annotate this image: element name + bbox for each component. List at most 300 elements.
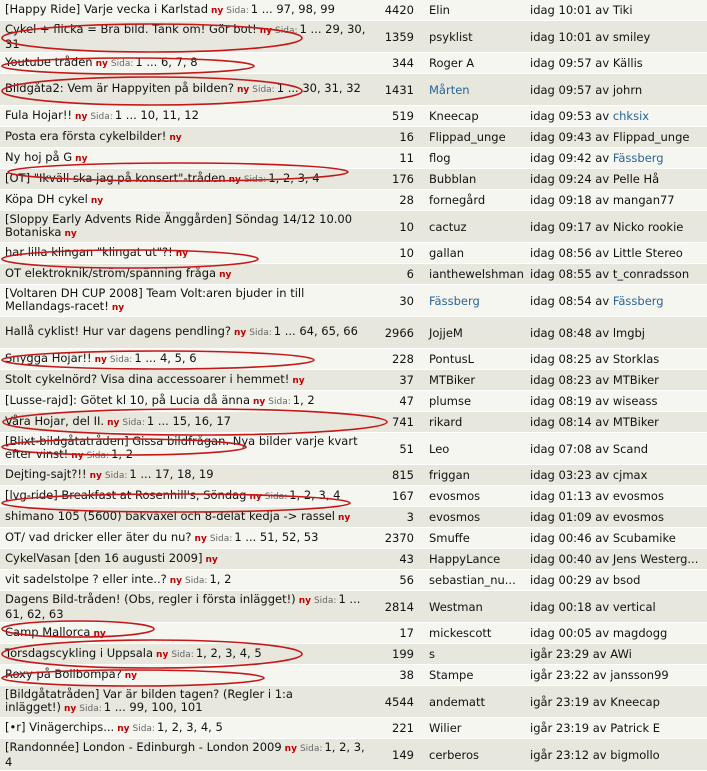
replies-count: 47 [370, 391, 424, 412]
new-badge: ny [107, 417, 120, 428]
last-post-cell [525, 148, 707, 169]
topic-cell [0, 285, 370, 317]
last-post-author-link[interactable]: Storklas [612, 352, 660, 366]
last-post-author-link[interactable]: Källis [612, 56, 643, 70]
table-row [0, 53, 707, 74]
last-post-time: igår 23:19 av [530, 721, 607, 735]
last-post-author-link[interactable]: Kneecap [610, 694, 660, 709]
last-post-cell [525, 349, 707, 370]
page-links[interactable]: 1 ... 17, 18, 19 [129, 466, 214, 481]
pages-label: Sida: [252, 85, 275, 95]
pages-label: Sida: [313, 595, 337, 606]
new-badge: ny [253, 396, 266, 407]
topic-title-link[interactable]: Fula Hojar!! [5, 107, 73, 122]
author-link[interactable]: gallan [429, 246, 465, 260]
last-post-author-link[interactable]: smiley [612, 29, 651, 44]
topic-cell [0, 74, 370, 106]
author-link[interactable]: sebastian_nu... [429, 573, 516, 587]
author-link[interactable]: JojjeM [429, 325, 463, 340]
topic-title-link[interactable]: [Lusse-rajd]: Götet kl 10, på Lucia då änna [5, 392, 251, 407]
last-post-cell [525, 391, 707, 412]
last-post-cell [525, 211, 707, 243]
table-row [0, 0, 707, 21]
last-post-time: idag 01:13 av [530, 489, 610, 503]
topic-cell [0, 21, 370, 53]
page-links[interactable]: 1 ... 6, 7, 8 [135, 54, 198, 69]
page-links[interactable]: 1 ... 15, 16, 17 [146, 413, 231, 428]
author-cell [424, 169, 525, 190]
table-row [0, 623, 707, 644]
topic-title-link[interactable]: shimano 105 (5600) bakväxel och 8-delat kedja -> rassel [5, 508, 335, 523]
topic-title-link[interactable]: Dagens Bild-tråden! (Obs, regler i första inlägget!) [5, 591, 296, 606]
last-post-time: idag 09:43 av [530, 130, 610, 144]
author-cell [424, 148, 525, 169]
new-badge: ny [292, 375, 305, 386]
topic-title-link[interactable]: har lilla klingan "klingat ut"?! [5, 244, 173, 259]
last-post-author-link[interactable]: Scand [612, 441, 649, 456]
last-post-author-link[interactable]: Flippad_unge [612, 130, 690, 144]
new-badge: ny [219, 269, 232, 280]
last-post-time: idag 09:18 av [530, 193, 610, 207]
topic-title-link[interactable]: Köpa DH cykel [5, 191, 88, 206]
last-post-cell [525, 644, 707, 665]
author-link[interactable]: Bubblan [429, 172, 477, 186]
last-post-time: igår 23:22 av [530, 668, 607, 682]
last-post-cell [525, 739, 707, 771]
page-links[interactable]: 1, 2 [292, 392, 315, 407]
topic-cell [0, 549, 370, 570]
author-cell [424, 106, 525, 127]
topic-cell [0, 412, 370, 433]
pages-label: Sida: [249, 328, 272, 338]
page-links[interactable]: 1, 2, 3, 4, 5 [156, 719, 223, 734]
page-links[interactable]: 1, 2, 3, 4 [289, 487, 341, 502]
topic-title-link[interactable]: Våra Hojar, del II. [5, 413, 105, 428]
author-link[interactable]: HappyLance [429, 552, 501, 566]
page-links[interactable]: 1 ... 10, 11, 12 [114, 107, 199, 122]
author-link[interactable]: plumse [429, 394, 472, 408]
pages-label: Sida: [90, 111, 113, 122]
table-row [0, 507, 707, 528]
topic-title-link[interactable]: [Randonnée] London - Edinburgh - London 2009 [5, 739, 282, 754]
topic-cell [0, 370, 370, 391]
last-post-author-link[interactable]: johrn [612, 82, 643, 97]
topic-cell [0, 570, 370, 591]
page-links[interactable]: 1 ... 30, 31, 32 [276, 81, 361, 95]
last-post-cell [525, 465, 707, 486]
author-link[interactable]: evosmos [429, 510, 481, 524]
new-badge: ny [90, 195, 104, 206]
last-post-time: idag 08:14 av [530, 415, 610, 429]
table-row [0, 412, 707, 433]
topic-cell [0, 349, 370, 370]
new-badge: ny [95, 58, 108, 69]
last-post-author-link[interactable]: MTBiker [612, 373, 659, 387]
pages-label: Sida: [171, 649, 194, 660]
author-link[interactable]: Kneecap [429, 109, 479, 123]
author-link[interactable]: Smuffe [429, 531, 470, 545]
topic-cell [0, 739, 370, 771]
author-link[interactable]: Stampe [429, 668, 474, 682]
last-post-cell [525, 623, 707, 644]
last-post-time: idag 01:09 av [530, 510, 610, 524]
table-row [0, 285, 707, 317]
topic-title-link[interactable]: OT/ vad dricker eller äter du nu? [5, 529, 192, 544]
table-row [0, 486, 707, 507]
last-post-cell [525, 665, 707, 686]
last-post-author-link[interactable]: cjmax [612, 468, 648, 482]
last-post-time: idag 09:17 av [530, 219, 610, 234]
topic-cell [0, 686, 370, 718]
topic-title-link[interactable]: Snygga Hojar!! [5, 350, 92, 365]
table-row [0, 665, 707, 686]
replies-count: 43 [370, 549, 424, 570]
topic-title-link[interactable]: CykelVasan [den 16 augusti 2009] [5, 550, 203, 565]
last-post-cell [525, 169, 707, 190]
topic-title-link[interactable]: [•r] Vinägerchips... [5, 719, 115, 734]
new-badge: ny [156, 649, 169, 660]
last-post-time: idag 00:29 av [530, 573, 610, 587]
replies-count: 4544 [370, 686, 424, 718]
last-post-time: igår 23:19 av [530, 694, 607, 709]
last-post-cell [525, 486, 707, 507]
replies-count: 6 [370, 264, 424, 285]
last-post-time: idag 08:23 av [530, 373, 610, 387]
pages-label: Sida: [86, 450, 110, 461]
last-post-author-link[interactable]: Scubamike [612, 531, 676, 545]
author-link[interactable]: mickescott [429, 626, 492, 640]
last-post-time: idag 08:48 av [530, 325, 610, 340]
last-post-time: idag 08:54 av [530, 293, 610, 308]
pages-label: Sida: [268, 396, 291, 407]
last-post-time: idag 03:23 av [530, 468, 610, 482]
author-link[interactable]: andematt [429, 694, 485, 709]
topic-title-link[interactable]: Stolt cykelnörd? Visa dina accessoarer i hemmet! [5, 371, 290, 386]
last-post-author-link[interactable]: evosmos [612, 510, 664, 524]
topic-title-link[interactable]: Dejting-sajt?!! [5, 466, 87, 481]
author-link[interactable]: Fässberg [429, 293, 480, 308]
table-row [0, 211, 707, 243]
new-badge: ny [205, 554, 218, 565]
page-links[interactable]: 1 ... 29, 30, 31 [5, 21, 366, 51]
author-cell [424, 549, 525, 570]
pages-label: Sida: [243, 174, 267, 185]
page-links[interactable]: 1 ... 64, 65, 66 [273, 324, 358, 338]
table-row [0, 433, 707, 465]
replies-count: 38 [370, 665, 424, 686]
last-post-author-link[interactable]: Jens Westerg... [612, 552, 699, 566]
last-post-cell [525, 190, 707, 211]
author-cell [424, 433, 525, 465]
replies-count: 1359 [370, 21, 424, 53]
new-badge: ny [94, 354, 107, 365]
topic-title-link[interactable]: Ny hoj på G [5, 149, 73, 164]
table-row [0, 570, 707, 591]
page-links[interactable]: 1 ... 61, 62, 63 [5, 591, 361, 621]
last-post-cell [525, 528, 707, 549]
topic-title-link[interactable]: [Happy Ride] Varje vecka i Karlstad [5, 1, 208, 16]
author-link[interactable]: PontusL [429, 352, 475, 366]
new-badge: ny [228, 174, 241, 185]
new-badge: ny [259, 25, 273, 36]
topic-title-link[interactable]: Camp Mallorca [5, 624, 91, 639]
author-cell [424, 570, 525, 591]
last-post-time: idag 08:19 av [530, 394, 610, 408]
pages-label: Sida: [275, 25, 298, 36]
table-row [0, 528, 707, 549]
author-cell [424, 391, 525, 412]
last-post-cell [525, 591, 707, 623]
last-post-time: idag 00:40 av [530, 552, 610, 566]
author-link[interactable]: evosmos [429, 489, 481, 503]
topic-cell [0, 169, 370, 190]
last-post-author-link[interactable]: MTBiker [612, 415, 659, 429]
table-row [0, 317, 707, 349]
author-link[interactable]: Wilier [429, 721, 462, 735]
replies-count: 30 [370, 285, 424, 317]
author-cell [424, 21, 525, 53]
topic-title-link[interactable]: [Bildgåtatråden] Var är bilden tagen? (Regler i 1:a inlägget!) [5, 686, 293, 714]
replies-count: 11 [370, 148, 424, 169]
pages-label: Sida: [226, 5, 249, 16]
author-cell [424, 665, 525, 686]
author-link[interactable]: Roger A [429, 56, 475, 70]
new-badge: ny [169, 575, 182, 586]
replies-count: 10 [370, 211, 424, 243]
pages-label: Sida: [299, 743, 323, 754]
page-links[interactable]: 1, 2, 3, 4 [5, 739, 365, 769]
replies-count: 344 [370, 53, 424, 74]
table-row [0, 74, 707, 106]
author-link[interactable]: fornegård [429, 193, 486, 207]
replies-count: 16 [370, 127, 424, 148]
replies-count: 2814 [370, 591, 424, 623]
last-post-author-link[interactable]: magdogg [612, 626, 668, 640]
page-links[interactable]: 1 ... 51, 52, 53 [234, 529, 319, 544]
new-badge: ny [298, 595, 311, 606]
topic-cell [0, 190, 370, 211]
table-row [0, 106, 707, 127]
author-cell [424, 718, 525, 739]
replies-count: 167 [370, 486, 424, 507]
author-link[interactable]: friggan [429, 468, 470, 482]
author-cell [424, 465, 525, 486]
page-links[interactable]: 1 ... 99, 100, 101 [103, 699, 203, 714]
last-post-author-link[interactable]: vertical [612, 599, 656, 614]
author-link[interactable]: Flippad_unge [429, 130, 506, 144]
author-cell [424, 486, 525, 507]
author-link[interactable]: Leo [429, 441, 450, 456]
last-post-author-link[interactable]: lmgbj [612, 325, 646, 340]
author-cell [424, 285, 525, 317]
last-post-cell [525, 433, 707, 465]
last-post-time: idag 08:56 av [530, 246, 610, 260]
replies-count: 228 [370, 349, 424, 370]
author-link[interactable]: MTBiker [429, 373, 476, 387]
topic-title-link[interactable]: [OT] "Ikväll ska jag på konsert"-tråden [5, 170, 226, 185]
author-cell [424, 412, 525, 433]
replies-count: 56 [370, 570, 424, 591]
author-cell [424, 0, 525, 21]
table-row [0, 349, 707, 370]
pages-label: Sida: [184, 575, 208, 586]
last-post-author-link[interactable]: Fässberg [612, 293, 664, 308]
last-post-author-link[interactable]: Patrick E [610, 721, 661, 735]
author-link[interactable]: Elin [429, 3, 450, 17]
topic-title-link[interactable]: [lvg-ride] Breakfast at Rosenhill's, Söndag [5, 487, 247, 502]
topic-title-link[interactable]: [Sloppy Early Advents Ride Änggården] Söndag 14/12 10.00 Botaniska [5, 211, 353, 239]
last-post-cell [525, 370, 707, 391]
replies-count: 4420 [370, 0, 424, 21]
topic-title-link[interactable]: Youtube tråden [5, 54, 93, 69]
last-post-author-link[interactable]: Nicko rookie [612, 219, 684, 234]
last-post-cell [525, 243, 707, 264]
last-post-author-link[interactable]: Fässberg [612, 151, 664, 165]
author-link[interactable]: rikard [429, 415, 463, 429]
author-link[interactable]: Mårten [429, 82, 470, 97]
last-post-author-link[interactable]: Pelle Hå [612, 172, 660, 186]
last-post-author-link[interactable]: mangan77 [612, 193, 675, 207]
table-row [0, 644, 707, 665]
table-row [0, 264, 707, 285]
last-post-author-link[interactable]: evosmos [612, 489, 664, 503]
author-link[interactable]: cerberos [429, 747, 480, 762]
author-link[interactable]: Westman [429, 599, 483, 614]
author-cell [424, 739, 525, 771]
topic-title-link[interactable]: Cykel + flicka = Bra bild. Tänk om! Gör bot! [5, 21, 257, 36]
topic-title-link[interactable]: [Blixt-bildgåtatråden] Gissa bildfrågan. Nya bilder varje kvart efter vinst! [5, 433, 358, 461]
table-row [0, 391, 707, 412]
page-links[interactable]: 1, 2 [209, 571, 232, 586]
last-post-time: idag 00:05 av [530, 626, 610, 640]
last-post-author-link[interactable]: t_conradsson [612, 267, 690, 281]
replies-count: 199 [370, 644, 424, 665]
topic-cell [0, 507, 370, 528]
topic-cell [0, 433, 370, 465]
topic-title-link[interactable]: [Voltaren DH CUP 2008] Team Volt:aren bjuder in till Mellandags-racet! [5, 285, 305, 313]
last-post-author-link[interactable]: Tiki [612, 3, 633, 17]
new-badge: ny [117, 723, 130, 734]
author-cell [424, 53, 525, 74]
author-link[interactable]: psyklist [429, 29, 473, 44]
replies-count: 37 [370, 370, 424, 391]
new-badge: ny [236, 85, 250, 95]
new-badge: ny [75, 153, 88, 164]
page-links[interactable]: 1 ... 97, 98, 99 [250, 1, 335, 16]
new-badge: ny [64, 228, 77, 239]
author-link[interactable]: s [429, 647, 435, 661]
last-post-cell [525, 0, 707, 21]
last-post-author-link[interactable]: jansson99 [610, 668, 669, 682]
last-post-time: idag 09:57 av [530, 82, 610, 97]
topic-cell [0, 528, 370, 549]
author-cell [424, 190, 525, 211]
last-post-author-link[interactable]: chksix [612, 109, 650, 123]
author-link[interactable]: cactuz [429, 219, 467, 234]
pages-label: Sida: [132, 723, 155, 734]
topic-cell [0, 486, 370, 507]
topic-cell [0, 106, 370, 127]
new-badge: ny [194, 533, 207, 544]
page-links[interactable]: 1 ... 4, 5, 6 [134, 350, 197, 365]
table-row [0, 127, 707, 148]
last-post-cell [525, 21, 707, 53]
last-post-author-link[interactable]: wiseass [612, 394, 658, 408]
topic-title-link[interactable]: Hallå cyklist! Hur var dagens pendling? [5, 324, 231, 338]
new-badge: ny [234, 328, 247, 338]
replies-count: 1431 [370, 74, 424, 106]
topic-title-link[interactable]: OT elektroknik/ström/spänning fråga [5, 265, 217, 280]
page-links[interactable]: 1, 2, 3, 4, 5 [195, 645, 262, 660]
replies-count: 519 [370, 106, 424, 127]
table-row [0, 591, 707, 623]
last-post-cell [525, 317, 707, 349]
new-badge: ny [71, 450, 84, 461]
topic-title-link[interactable]: vit sadelstolpe ? eller inte..? [5, 571, 167, 586]
last-post-author-link[interactable]: Little Stereo [612, 246, 683, 260]
table-row [0, 21, 707, 53]
author-cell [424, 686, 525, 718]
replies-count: 17 [370, 623, 424, 644]
table-row [0, 686, 707, 718]
last-post-time: idag 10:01 av [530, 3, 610, 17]
author-link[interactable]: flog [429, 151, 451, 165]
page-links[interactable]: 1, 2 [111, 446, 134, 461]
last-post-time: idag 08:55 av [530, 267, 610, 281]
pages-label: Sida: [264, 491, 288, 502]
last-post-author-link[interactable]: bigmollo [610, 747, 660, 762]
pages-label: Sida: [122, 417, 145, 428]
last-post-author-link[interactable]: bsod [612, 573, 641, 587]
last-post-cell [525, 549, 707, 570]
topic-cell [0, 623, 370, 644]
last-post-time: idag 00:46 av [530, 531, 610, 545]
last-post-time: idag 00:18 av [530, 599, 610, 614]
topic-cell [0, 127, 370, 148]
page-links[interactable]: 1, 2, 3, 4 [268, 170, 320, 185]
author-link[interactable]: ianthewelshman [429, 267, 524, 281]
topic-title-link[interactable]: Bildgåta2: Vem är Happyiten på bilden? [5, 81, 234, 95]
author-cell [424, 243, 525, 264]
new-badge: ny [175, 248, 189, 259]
topic-cell [0, 53, 370, 74]
last-post-time: igår 23:29 av [530, 647, 607, 661]
pages-label: Sida: [110, 58, 134, 69]
replies-count: 10 [370, 243, 424, 264]
author-cell [424, 349, 525, 370]
replies-count: 51 [370, 433, 424, 465]
new-badge: ny [93, 628, 106, 639]
replies-count: 149 [370, 739, 424, 771]
pages-label: Sida: [109, 354, 133, 365]
author-cell [424, 507, 525, 528]
topic-cell [0, 718, 370, 739]
topic-title-link[interactable]: Posta era första cykelbilder! [5, 128, 167, 143]
topic-title-link[interactable]: Torsdagscykling i Uppsala [5, 645, 154, 660]
new-badge: ny [211, 5, 224, 16]
topic-cell [0, 391, 370, 412]
last-post-author-link[interactable]: AWi [610, 647, 632, 661]
new-badge: ny [124, 670, 138, 681]
replies-count: 176 [370, 169, 424, 190]
author-cell [424, 74, 525, 106]
author-cell [424, 127, 525, 148]
last-post-cell [525, 285, 707, 317]
topic-title-link[interactable]: Roxy på Bolibompa? [5, 666, 122, 681]
last-post-cell [525, 53, 707, 74]
new-badge: ny [249, 491, 262, 502]
table-row [0, 718, 707, 739]
